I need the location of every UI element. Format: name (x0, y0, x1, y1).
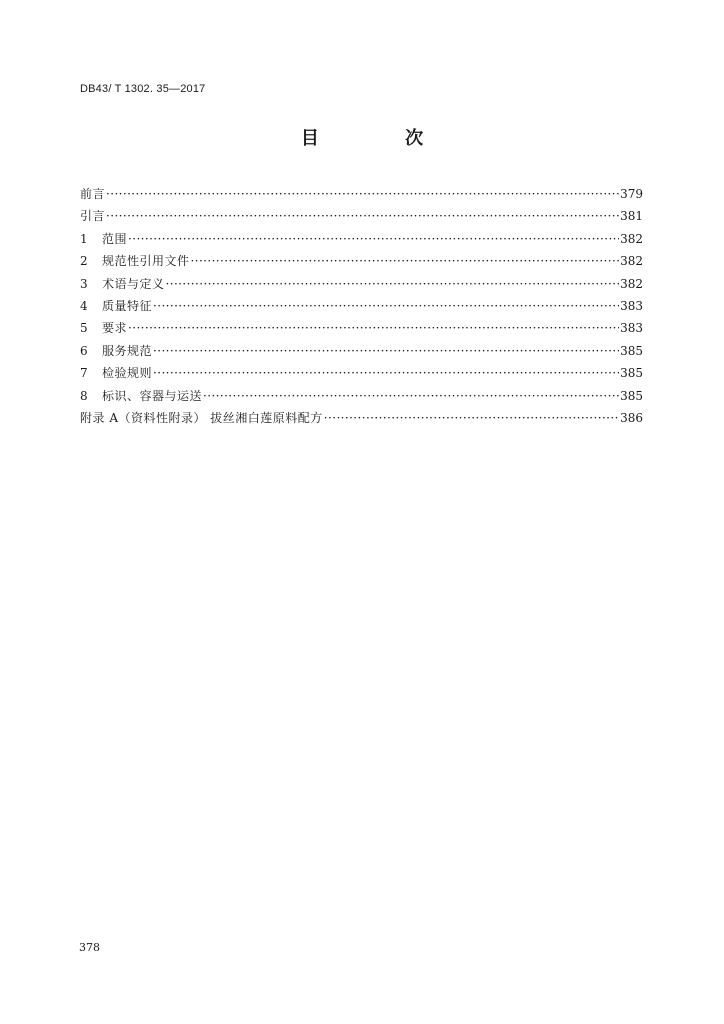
toc-entry[interactable] (80, 228, 643, 250)
toc-leader-dots (191, 250, 620, 272)
toc-entry-page: 385 (620, 343, 643, 358)
toc-entry[interactable] (80, 295, 643, 317)
toc-entry-page: 386 (620, 410, 643, 425)
toc-entry-page: 381 (620, 209, 643, 224)
toc-entry-label: 要求 (102, 321, 128, 336)
toc-entry[interactable] (80, 340, 643, 362)
toc-entry-page: 379 (620, 187, 643, 201)
toc-leader-dots (106, 205, 619, 227)
toc-leader-dots (106, 183, 619, 205)
toc-entry-page: 382 (620, 231, 643, 246)
toc-entry-label: 服务规范 (102, 343, 153, 358)
toc-entry-number: 5 (80, 321, 88, 336)
toc-leader-dots (153, 340, 619, 362)
table-of-contents (80, 183, 643, 429)
toc-entry-label: 质量特征 (102, 298, 153, 313)
toc-entry-page: 383 (620, 321, 643, 336)
toc-leader-dots (324, 407, 619, 429)
toc-leader-dots (128, 228, 619, 250)
toc-entry-label: 检验规则 (102, 366, 153, 381)
page-title: 目 次 (300, 128, 464, 149)
toc-entry-label: 范围 (102, 231, 128, 246)
toc-entry-number: 1 (80, 231, 88, 246)
toc-leader-dots (153, 295, 619, 317)
toc-entry-label: 附录 A（资料性附录） 拔丝湘白莲原料配方 (80, 410, 323, 425)
toc-entry-number: 4 (80, 298, 88, 313)
toc-entry-page: 385 (620, 388, 643, 403)
toc-leader-dots (203, 385, 619, 407)
toc-entry-number: 6 (80, 343, 88, 358)
toc-entry-number: 3 (80, 276, 88, 291)
toc-entry-label: 标识、容器与运送 (102, 388, 203, 403)
toc-entry-label: 规范性引用文件 (102, 254, 190, 269)
toc-entry[interactable] (80, 362, 643, 384)
toc-leader-dots (166, 273, 620, 295)
toc-entry[interactable] (80, 205, 643, 227)
toc-entry-label: 术语与定义 (102, 276, 165, 291)
page-number: 378 (79, 941, 100, 954)
toc-entry[interactable] (80, 250, 643, 272)
toc-entry-page: 383 (620, 298, 643, 313)
toc-entry-number: 7 (80, 366, 88, 381)
toc-entry-label: 前言 (80, 187, 106, 201)
standard-code: DB43/ T 1302. 35—2017 (80, 83, 206, 95)
toc-entry-page: 385 (620, 366, 643, 381)
toc-entry-number: 8 (80, 388, 88, 403)
toc-entry-label: 引言 (80, 209, 106, 224)
toc-entry[interactable] (80, 407, 643, 429)
toc-entry[interactable] (80, 273, 643, 295)
toc-entry-number: 2 (80, 254, 88, 269)
toc-entry[interactable] (80, 183, 643, 205)
toc-entry-page: 382 (620, 276, 643, 291)
toc-leader-dots (153, 362, 619, 384)
toc-leader-dots (128, 317, 619, 339)
toc-entry[interactable] (80, 385, 643, 407)
toc-entry[interactable] (80, 317, 643, 339)
toc-entry-page: 382 (620, 254, 643, 269)
